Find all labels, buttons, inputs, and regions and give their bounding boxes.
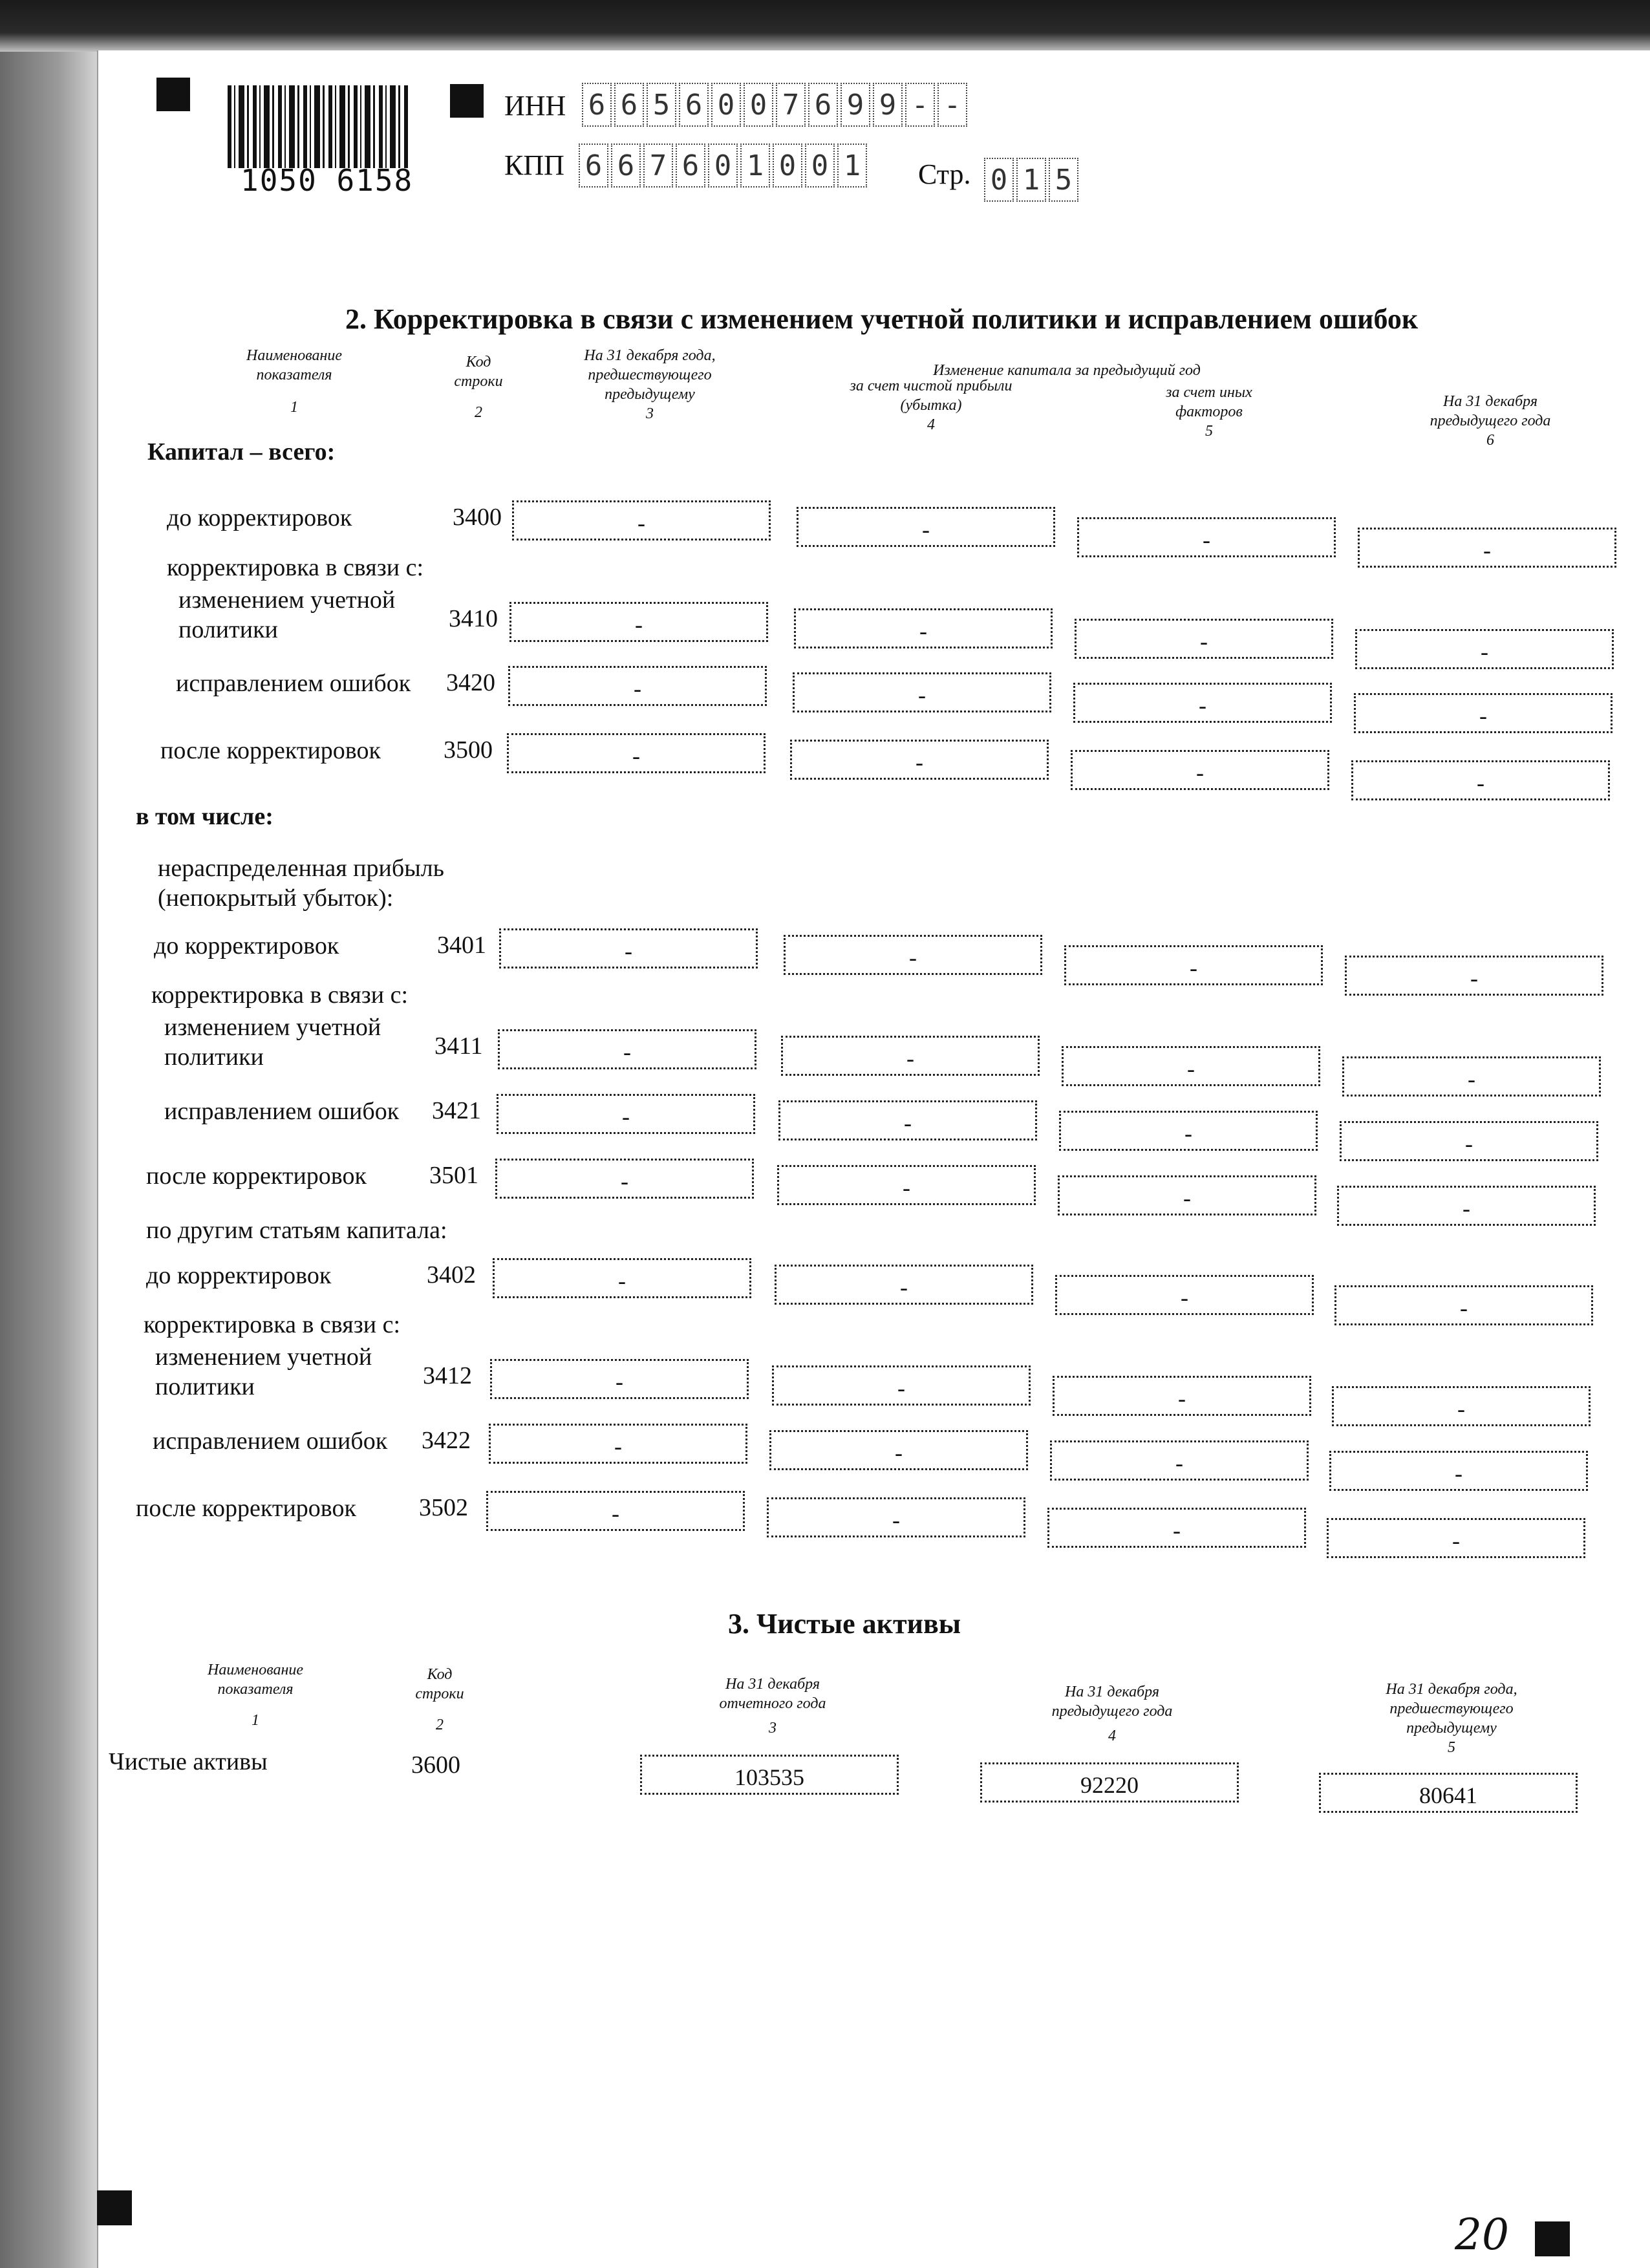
value-text: - [1465,1131,1473,1157]
value-box-3422-col3 [489,1424,747,1464]
value-text: - [906,1045,914,1071]
row-code-3401: 3401 [437,932,486,959]
section3-title: 3. Чистые активы [728,1608,961,1640]
value-box-3500-col3 [507,733,766,773]
inn-digit-cell: 6 [679,83,709,127]
value-box-3500-col5 [1071,750,1329,790]
row-label-3401 [154,931,339,961]
value-text: - [1460,1295,1468,1321]
value-text: - [922,517,930,542]
value-text: - [1477,770,1484,796]
alignment-marker-top-left [156,78,190,111]
col6-header: На 31 декабря предыдущего года 6 [1430,393,1551,449]
net-assets-value-col4: 92220 [980,1762,1239,1803]
value-text: - [1479,703,1487,729]
barcode [228,85,410,163]
value-box-3400-col3 [512,500,771,540]
row-code-3410: 3410 [449,605,498,632]
value-text: - [621,1168,628,1194]
value-box-3412-col5 [1053,1376,1311,1416]
kpp-digit-cell: 0 [805,144,835,187]
page-digit-cell: 5 [1049,158,1078,202]
value-text: - [618,1268,626,1294]
value-text: - [1468,1066,1475,1092]
value-text: - [1483,537,1491,563]
value-text: - [892,1507,900,1533]
value-text: - [1199,692,1206,718]
value-text: - [904,1110,912,1136]
value-box-3402-col5 [1055,1275,1314,1315]
inn-digit-cell: - [905,83,935,127]
alignment-marker-top-center [450,84,484,118]
group-including: в том числе: [136,803,273,830]
value-box-3500-col6 [1351,760,1610,800]
value-box-3501-col6 [1337,1186,1596,1226]
value-box-3421-col3 [497,1094,755,1134]
row-code-3501: 3501 [429,1162,478,1189]
value-text: - [919,618,927,644]
col3-header: На 31 декабря года, предшествующего предыдущему 3 [584,347,716,422]
alignment-marker-bottom-left [97,2190,132,2225]
value-text: - [918,682,926,708]
row-label-line: изменением учетной [178,586,396,614]
value-box-3502-col5 [1047,1508,1306,1548]
row-label-line: исправлением ошибок [176,670,411,697]
page-number-cells [984,158,1081,202]
barcode-number: 1050 6158 [241,163,414,198]
value-box-3500-col4 [790,740,1049,780]
row-label-line: корректировка в связи с: [144,1311,400,1338]
value-text: - [1190,955,1197,981]
row-label-3412 [155,1342,372,1402]
value-text: - [1457,1396,1465,1422]
handwritten-page-number: 20 [1455,2210,1509,2260]
col5-header: за счет иных факторов 5 [1166,384,1252,440]
net-assets-value-col3: 103535 [640,1755,899,1795]
value-text: - [1470,965,1478,991]
inn-digit-cell: 6 [614,83,644,127]
value-box-3411-col5 [1062,1046,1320,1086]
value-box-3420-col6 [1354,693,1612,733]
inn-digit-cell: 0 [744,83,773,127]
value-box-3411-col3 [498,1029,756,1069]
value-box-3410-col5 [1075,619,1333,659]
value-text: - [634,676,641,701]
row-code-3500: 3500 [444,736,493,764]
row-code-3422: 3422 [422,1427,471,1454]
s3-col3-header: На 31 декабря отчетного года 3 [719,1676,826,1737]
value-box-3401-col3 [499,928,758,968]
net-assets-code: 3600 [411,1751,460,1779]
row-label-line: корректировка в связи с: [167,554,423,581]
row-label-line: политики [155,1373,255,1400]
row-label-3400 [167,503,352,533]
row-label-3500 [160,736,381,765]
value-box-3401-col5 [1064,945,1323,985]
subgroup-other-capital: по другим статьям капитала: [146,1217,447,1244]
value-box-3402-col4 [775,1265,1033,1305]
row-code-3400: 3400 [453,504,502,531]
row-label-line: политики [178,616,278,643]
kpp-digit-cell: 7 [643,144,673,187]
value-text: - [612,1501,619,1526]
kpp-digit-cell: 1 [837,144,867,187]
kpp-digit-cell: 6 [611,144,641,187]
s3-col4-header: На 31 декабря предыдущего года 4 [1051,1684,1173,1744]
value-box-3411-col4 [781,1036,1040,1076]
inn-label: ИНН [504,90,566,122]
value-text: - [614,1433,622,1459]
value-box-3420-col4 [793,672,1051,712]
row-label-3501 [146,1161,367,1191]
value-text: - [1200,628,1208,654]
value-box-3501-col3 [495,1159,754,1199]
value-box-3502-col4 [767,1497,1025,1537]
value-box-3410-col3 [509,602,768,642]
value-text: - [1481,639,1488,665]
value-text: - [1178,1385,1186,1411]
net-assets-value-col5: 80641 [1319,1773,1578,1813]
value-box-3422-col5 [1050,1440,1309,1481]
value-text: - [897,1375,905,1401]
value-box-3422-col6 [1329,1451,1588,1491]
value-box-3501-col5 [1058,1175,1316,1215]
subgroup-retained-line2: (непокрытый убыток): [158,884,394,912]
s3-col-name-header: Наименование показателя 1 [207,1662,304,1729]
value-box-3401-col4 [784,935,1042,975]
value-box-3402-col6 [1334,1285,1593,1325]
row-label-adjustment-heading [167,553,423,583]
row-code-3502: 3502 [419,1494,468,1521]
value-text: - [909,945,917,970]
row-label-line: до корректировок [154,932,339,959]
row-label-line: до корректировок [146,1262,332,1289]
net-assets-label: Чистые активы [109,1748,268,1775]
value-text: - [1196,760,1204,786]
value-box-3420-col3 [508,666,767,706]
subgroup-retained-line1: нераспределенная прибыль [158,855,445,882]
row-label-adjustment-heading [151,980,408,1010]
kpp-digit-cell: 1 [740,144,770,187]
value-text: - [623,1039,631,1065]
row-label-3420 [176,669,411,698]
inn-digit-cell: 0 [711,83,741,127]
row-code-3412: 3412 [423,1362,472,1389]
value-text: - [622,1104,630,1129]
value-text: - [1455,1460,1462,1486]
value-box-3501-col4 [777,1165,1036,1205]
group-capital-total: Капитал – всего: [147,438,336,465]
inn-digit-cell: 5 [647,83,676,127]
value-text: - [1184,1120,1192,1146]
kpp-label: КПП [504,149,564,181]
alignment-marker-bottom-right [1535,2221,1570,2256]
row-label-3502 [136,1493,356,1523]
value-box-3411-col6 [1342,1056,1601,1097]
value-text: - [916,749,923,775]
section2-title: 2. Корректировка в связи с изменением учетной политики и исправлением ошибок [345,303,1419,335]
value-text: - [616,1369,623,1395]
row-label-line: после корректировок [146,1162,367,1190]
row-label-line: исправлением ошибок [153,1428,388,1455]
page-digit-cell: 0 [984,158,1014,202]
value-box-3421-col5 [1059,1111,1318,1151]
value-text: - [1187,1056,1195,1082]
value-box-3420-col5 [1073,683,1332,723]
value-box-3400-col4 [797,507,1055,547]
value-box-3502-col6 [1327,1518,1585,1558]
value-box-3402-col3 [493,1258,751,1298]
value-box-3422-col4 [769,1430,1028,1470]
value-text: - [895,1440,903,1466]
inn-digit-cell: 9 [873,83,903,127]
value-box-3502-col3 [486,1491,745,1531]
value-text: - [1181,1285,1188,1311]
value-box-3412-col6 [1332,1386,1591,1426]
kpp-digit-cell: 6 [676,144,705,187]
col4-header: за счет чистой прибыли (убытка) 4 [850,378,1012,433]
inn-cells [582,83,970,127]
value-box-3400-col6 [1358,528,1616,568]
value-box-3421-col6 [1340,1121,1598,1161]
page-label: Стр. [918,158,971,190]
value-box-3421-col4 [778,1100,1037,1140]
value-box-3412-col3 [490,1359,749,1399]
s3-col-code-header: Код строки 2 [415,1666,464,1733]
page-digit-cell: 1 [1016,158,1046,202]
row-label-line: корректировка в связи с: [151,981,408,1009]
value-box-3401-col6 [1345,956,1603,996]
col-code-header: Код строки 2 [454,354,503,421]
inn-digit-cell: 6 [808,83,838,127]
row-label-3422 [153,1426,387,1456]
kpp-digit-cell: 0 [773,144,802,187]
row-label-line: политики [164,1043,264,1071]
row-code-3402: 3402 [427,1261,476,1289]
value-box-3410-col4 [794,608,1053,648]
s3-col5-header: На 31 декабря года, предшествующего предыдущему 5 [1386,1681,1517,1756]
value-text: - [1173,1517,1181,1543]
value-text: - [1203,527,1210,553]
value-text: - [900,1274,908,1300]
value-text: - [1175,1450,1183,1476]
value-box-3412-col4 [772,1365,1031,1406]
row-code-3421: 3421 [432,1097,481,1124]
value-box-3400-col5 [1077,517,1336,557]
value-text: - [1462,1195,1470,1221]
value-box-3410-col6 [1355,629,1614,669]
change-header: Изменение капитала за предыдущий год [933,362,1201,379]
value-text: - [903,1175,910,1201]
value-text: - [1452,1528,1460,1554]
col-name-header: Наименование показателя 1 [246,347,343,416]
value-text: - [638,510,645,536]
kpp-digit-cell: 6 [579,144,608,187]
row-label-line: исправлением ошибок [164,1098,400,1125]
inn-digit-cell: 7 [776,83,806,127]
row-label-line: изменением учетной [155,1343,372,1371]
inn-digit-cell: 9 [841,83,870,127]
kpp-cells [579,144,870,187]
row-label-line: изменением учетной [164,1014,381,1041]
value-text: - [632,743,640,769]
value-text: - [1183,1185,1191,1211]
row-label-3421 [164,1097,399,1126]
row-code-3411: 3411 [434,1032,483,1060]
row-label-3402 [146,1261,331,1290]
value-text: - [635,612,643,637]
row-label-adjustment-heading [144,1310,400,1340]
row-code-3420: 3420 [446,669,495,696]
row-label-line: до корректировок [167,504,352,531]
inn-digit-cell: - [938,83,967,127]
row-label-line: после корректировок [136,1495,356,1522]
row-label-line: после корректировок [160,737,381,764]
value-text: - [625,938,632,964]
inn-digit-cell: 6 [582,83,612,127]
kpp-digit-cell: 0 [708,144,738,187]
row-label-3410 [178,585,395,645]
row-label-3411 [164,1012,381,1072]
